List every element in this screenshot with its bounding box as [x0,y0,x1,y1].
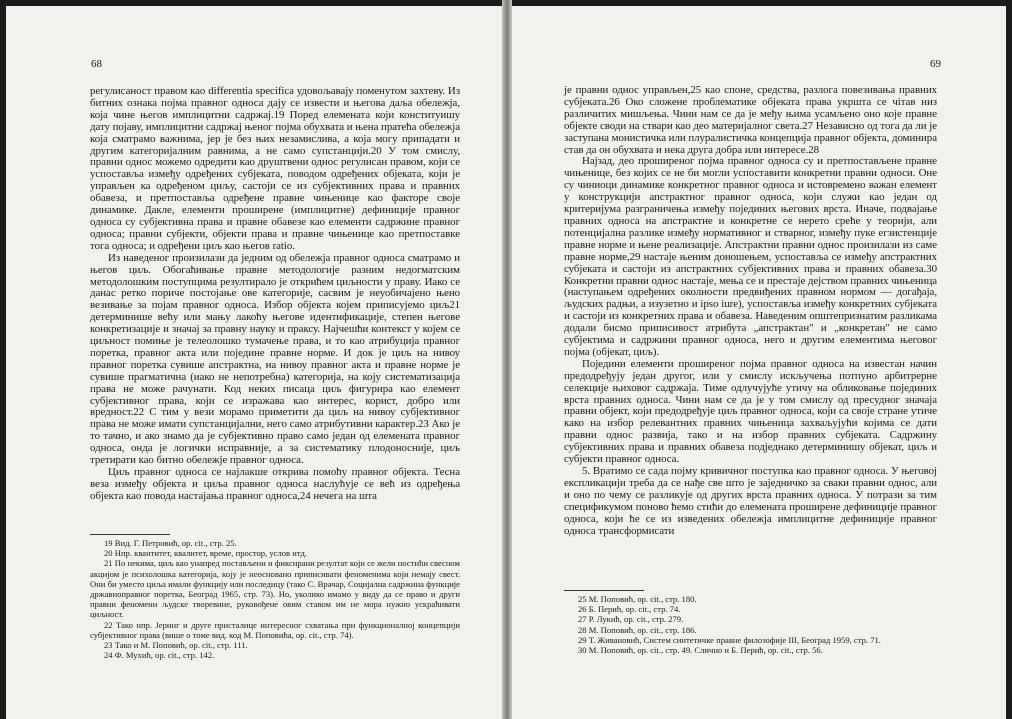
paragraph: Из наведеног произилази да једним од обележја правног односа сматрамо и његов циљ. Обогаћивање правне методологије разним недогматским методолошким поступцима резултирало је открићем циљности у праву. Иако се данас ретко пориче постојање ове категорије, сасвим је неуобичајено њено везивање за појам правног односа. Избор објекта којем приписујемо циљ21 детерминише већу или мању лакоћу његове идентификације, степен његове конкретизације и значај за правну науку и праксу. Најчешћи контекст у којем се циљност помиње је телеолошко тумачење права, и то као атрибуција правног поретка, правног акта или појединe правне норме. И док је циљ на нивоу правног поретка сувише апстрактна, на нивоу правног акта и правне норме је сувише прагматична (иако не непотребна) категорија, на коју систематизација права не може рачунати. Код неких писаца циљ фигурира као елемент субјективног права, који се изражава као интерес, корист, добро или вредност.22 С тим у вези морамо приметити да циљ на нивоу субјективног права не може имати супстанцијални, него само атрибутивни карактер.23 Ако је то тачно, и ако знамо да је субјективно право само један од елемената правног односа, онда је логички исправније, а за систематику плодоносније, циљ третирати као битно обележје правног односа. [90,251,460,467]
left-page [6,6,503,719]
footnotes [90,538,460,660]
paragraph: Циљ правног односа се најлакше открива помоћу правног објекта. Тесна веза између објекта и циља правног односа наслућује се већ из одређења објекта као повода настајања правног односа,24 нечега на шта [90,466,460,502]
footnote: 23 Тако и М. Поповић, op. cit., стр. 111. [104,640,248,651]
body-text [90,86,460,503]
footnote: 22 Тако нпр. Јеринг и друге присталице интересног схватања при функционалној концепцији субјективног права (више о томе вид. код М. Поповића, op. cit., стр. 74). [90,619,460,640]
footnotes [564,594,937,655]
book-gutter [502,0,512,719]
footnote: 21 По некима, циљ као унапред постављени и фиксирани резултат који се жели постићи свесном акцијом је психолошка категорија, коју је неосновано приписивати феноменима који немају свест. Они би уместо циља имали функцију или последицу (тако С. Врачар, Социјална садржина функције државнoправног поретка, Београд 1965, стр. 73). Но, уколико имамо у виду да се право и други правни феномени људске творевине, руковођене овим ставом им не мора нужно ускраћивати циљност. [90,558,460,620]
page-number: 69 [930,58,941,70]
footnote: 30 М. Поповић, op. cit., стр. 49. Слично и Б. Перић, op. cit., стр. 56. [578,645,823,656]
page-number: 68 [91,58,102,70]
footnote: 19 Вид. Г. Петровић, op. cit., стр. 25. [104,538,237,548]
footnote: 27 Р. Лукић, op. cit., стр. 279. [578,614,684,625]
paragraph: 5. Вратимо се сада појму кривичног поступка као правног односа. У његовој експликацији треба да се нађе све што је заједничко за сваки правни однос, али и оно по чему се разликује од других врста правних односа. У потрази за тим спецификумом поново ћемо стићи до елемената проширене дефиниције правног односа, који ће се из изведених обележја имплицитне дефиниције правног односа трансформисати [564,465,937,537]
footnote: 26 Б. Перић, op. cit., стр. 74. [578,604,681,615]
body-text [564,85,937,537]
footnote: 25 М. Поповић, op. cit., стр. 180. [578,594,697,604]
paragraph: је правни однос управљен,25 као споне, средства, разлога повезивања правних субјеката.26 Око сложене проблематике објеката права укршта се чітав низ различитих мишљења. Чини нам се да је међу њима усамљено оно које правне објекте своди на ствари као део материјалног света.27 Независно од тога да ли је заступана монистичка или плуралистичка концепција правног објекта, доминира став да он обухвата и нека друга добра или интересе.28 [564,84,937,156]
footnote: 20 Нпр. квантитет, квалитет, време, простор, услов итд. [104,548,308,559]
footnote-divider [90,534,170,535]
right-page [512,6,1006,719]
footnote: 28 М. Поповић, op. cit., стр. 186. [578,624,697,635]
footnote-divider [564,590,644,591]
paragraph: Поједини елементи проширеног појма правног односа на известан начин предодређују један другог, или у смислу искључења потпуно арбитрерне селекције њиховог садржаја. Тиме одлучујуће утичу на обликовање појединих врста правних односа. Чини нам се да је у том смислу од пресудног значаја правни објект, који предодређује циљ правног односа, који са своје стране утиче како на избор релевантних правних чињеница захваљујући којима се дати правни однос развија, тако и на избор правних субјеката. Садржину субјективних права и правних обавеза подједнако детерминишу објекат, циљ и субјекти правног односа. [564,357,937,466]
footnote: 24 Ф. Мухић, op. cit., стр. 142. [104,650,215,661]
paragraph: Најзад, део проширеног појма правног односа су и претпостављене правне чињенице, без којих се не би могли успоставити конкретни правни односи. Оне су чиниоци динамике конкретног правног односа и истовремено важан елемент у конструкцији апстрактног правног односа, који служи као један од критеријума разграничења између појединих његових врста. Иначе, подвајање правних односа на апстрактне и конкретне се нерето среће у теорији, али потенцијална разлике између нормативног и стварног, између пуке егзистенције правне норме и њене реализације. Апстрактни правни однос произилази из саме правне норме,29 настаје њеним доношењем, успоставља се између апстрактних субјеката и састоји из апстрактних субјективних права и правних обавеза.30 Конкретни правни однос настаје, мења се и престаје дејством правних чињеница (наступањем одређених околности предвиђених правном нормом — догађаја, људских радњи, а изузетно и ipso iure), успоставља између конкретних субјеката и састоји из конкретних права и обавеза. Наведеним општепризнатим разликама додали бисмо приписивост атрибута „апстрактан" и „конкретан" не само субјектима и садржини правног односа, него и другим елементима његовог појма (објекат, циљ). [564,155,937,358]
footnote: 29 Т. Живановић, Систем синтетичке правне филозофије III, Београд 1959, стр. 71. [578,634,881,645]
paragraph: регулисаност правом као differentia specifica удовољавају поменутом захтеву. Из битних ознака појма правног односа дају се извести и његова даља обележја, која чине његов имплицитни садржај.19 Поред елемената који конституишу дату појаву, имплицитни садржај њеног појма обухвата и њена пратећа обележја која сматрамо важнима, јер је без њих незамислива, а која могу припадати и другим категоријалним равнима, а не само супстанцији.20 У том смислу, правни однос можемо одредити као друштвени однос регулисан правом, који се успоставља између одређених субјеката, поводом одређених објеката, који је управљен ка одређеном циљу, састоји се из субјективних права и правних обавеза, и претпоставља одређене правне чињенице као факторе своје динамике. Дакле, елементи проширене (имплицитне) дефиниције правног односа су субјективна права и правне обавезе као елементи садржине правног односа; правни субјекти, објекти права и правне чињенице као претпоставке тога односа; и одређени циљ као његов ratio. [90,85,460,252]
